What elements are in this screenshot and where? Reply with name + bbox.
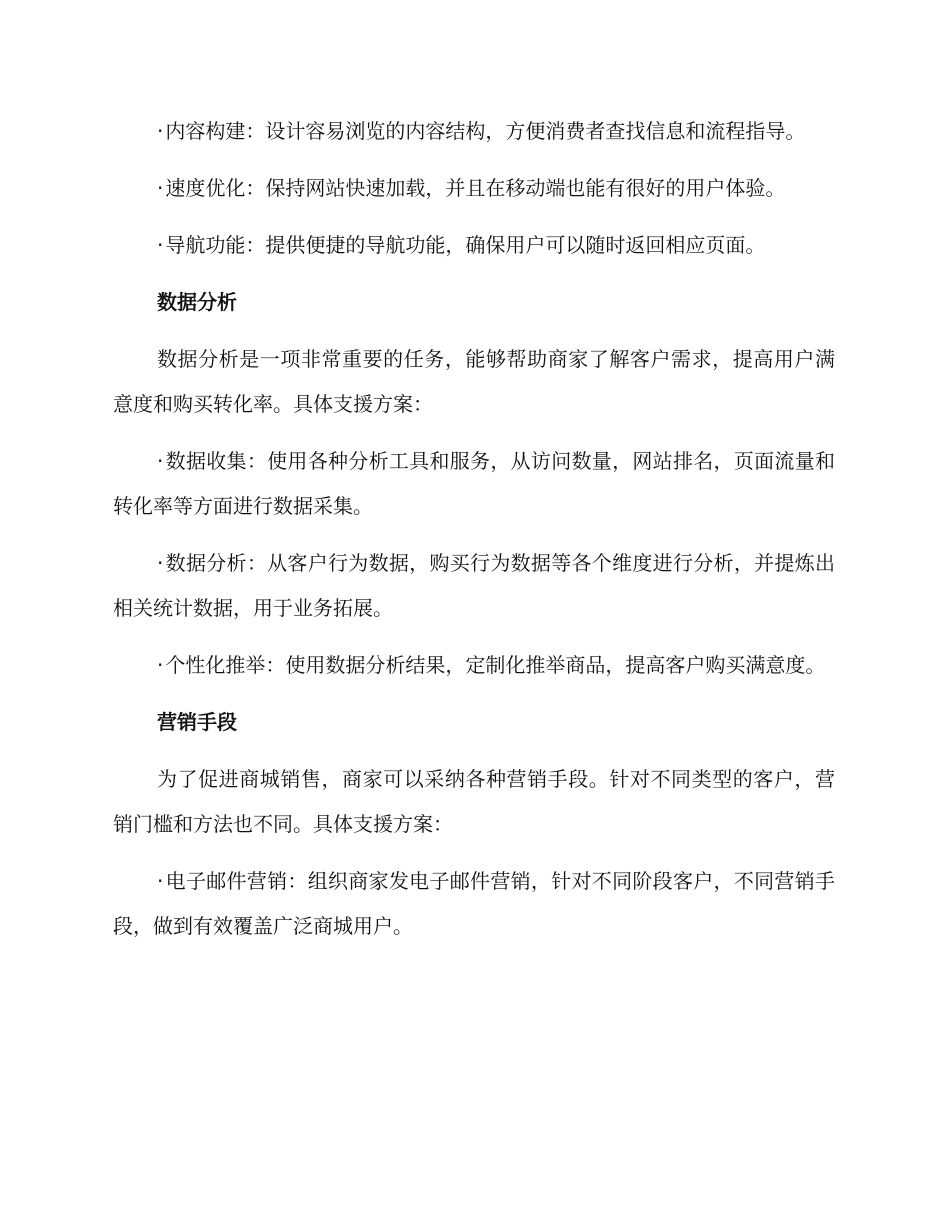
bullet-navigation bbox=[113, 223, 835, 268]
bullet-text: 速度优化：保持网站快速加载，并且在移动端也能有很好的用户体验。 bbox=[165, 176, 786, 200]
bullet-dot: · bbox=[157, 233, 164, 257]
bullet-dot: · bbox=[157, 449, 164, 473]
bullet-dot: · bbox=[157, 119, 164, 143]
section-heading-data-analysis: 数据分析 bbox=[157, 290, 237, 314]
bullet-text: 导航功能：提供便捷的导航功能，确保用户可以随时返回相应页面。 bbox=[165, 233, 766, 257]
bullet-dot: · bbox=[157, 653, 164, 677]
bullet-dot: · bbox=[157, 869, 164, 893]
bullet-text: 数据收集：使用各种分析工具和服务，从访问数量，网站排名，页面流量和转化率等方面进行数据采集。 bbox=[113, 449, 835, 518]
bullet-dot: · bbox=[157, 176, 164, 200]
bullet-data-collection bbox=[113, 439, 835, 529]
bullet-text: 内容构建：设计容易浏览的内容结构，方便消费者查找信息和流程指导。 bbox=[165, 119, 806, 143]
section-heading-marketing: 营销手段 bbox=[157, 710, 237, 734]
bullet-data-analysis bbox=[113, 541, 835, 631]
paragraph-data-analysis-intro: 数据分析是一项非常重要的任务，能够帮助商家了解客户需求，提高用户满意度和购买转化率。具体支援方案： bbox=[113, 347, 835, 416]
bullet-speed-optimization bbox=[113, 166, 835, 211]
bullet-content-building bbox=[113, 109, 835, 154]
bullet-text: 数据分析：从客户行为数据，购买行为数据等各个维度进行分析，并提炼出相关统计数据，用于业务拓展。 bbox=[113, 551, 835, 620]
document-body bbox=[113, 109, 835, 961]
bullet-email-marketing bbox=[113, 859, 835, 949]
paragraph-marketing-intro: 为了促进商城销售，商家可以采纳各种营销手段。针对不同类型的客户，营销门槛和方法也不同。具体支援方案： bbox=[113, 767, 835, 836]
bullet-text: 个性化推举：使用数据分析结果，定制化推举商品，提高客户购买满意度。 bbox=[165, 653, 826, 677]
bullet-dot: · bbox=[157, 551, 164, 575]
bullet-personalized-recommendation bbox=[113, 643, 835, 688]
bullet-text: 电子邮件营销：组织商家发电子邮件营销，针对不同阶段客户，不同营销手段，做到有效覆盖广泛商城用户。 bbox=[113, 869, 835, 938]
